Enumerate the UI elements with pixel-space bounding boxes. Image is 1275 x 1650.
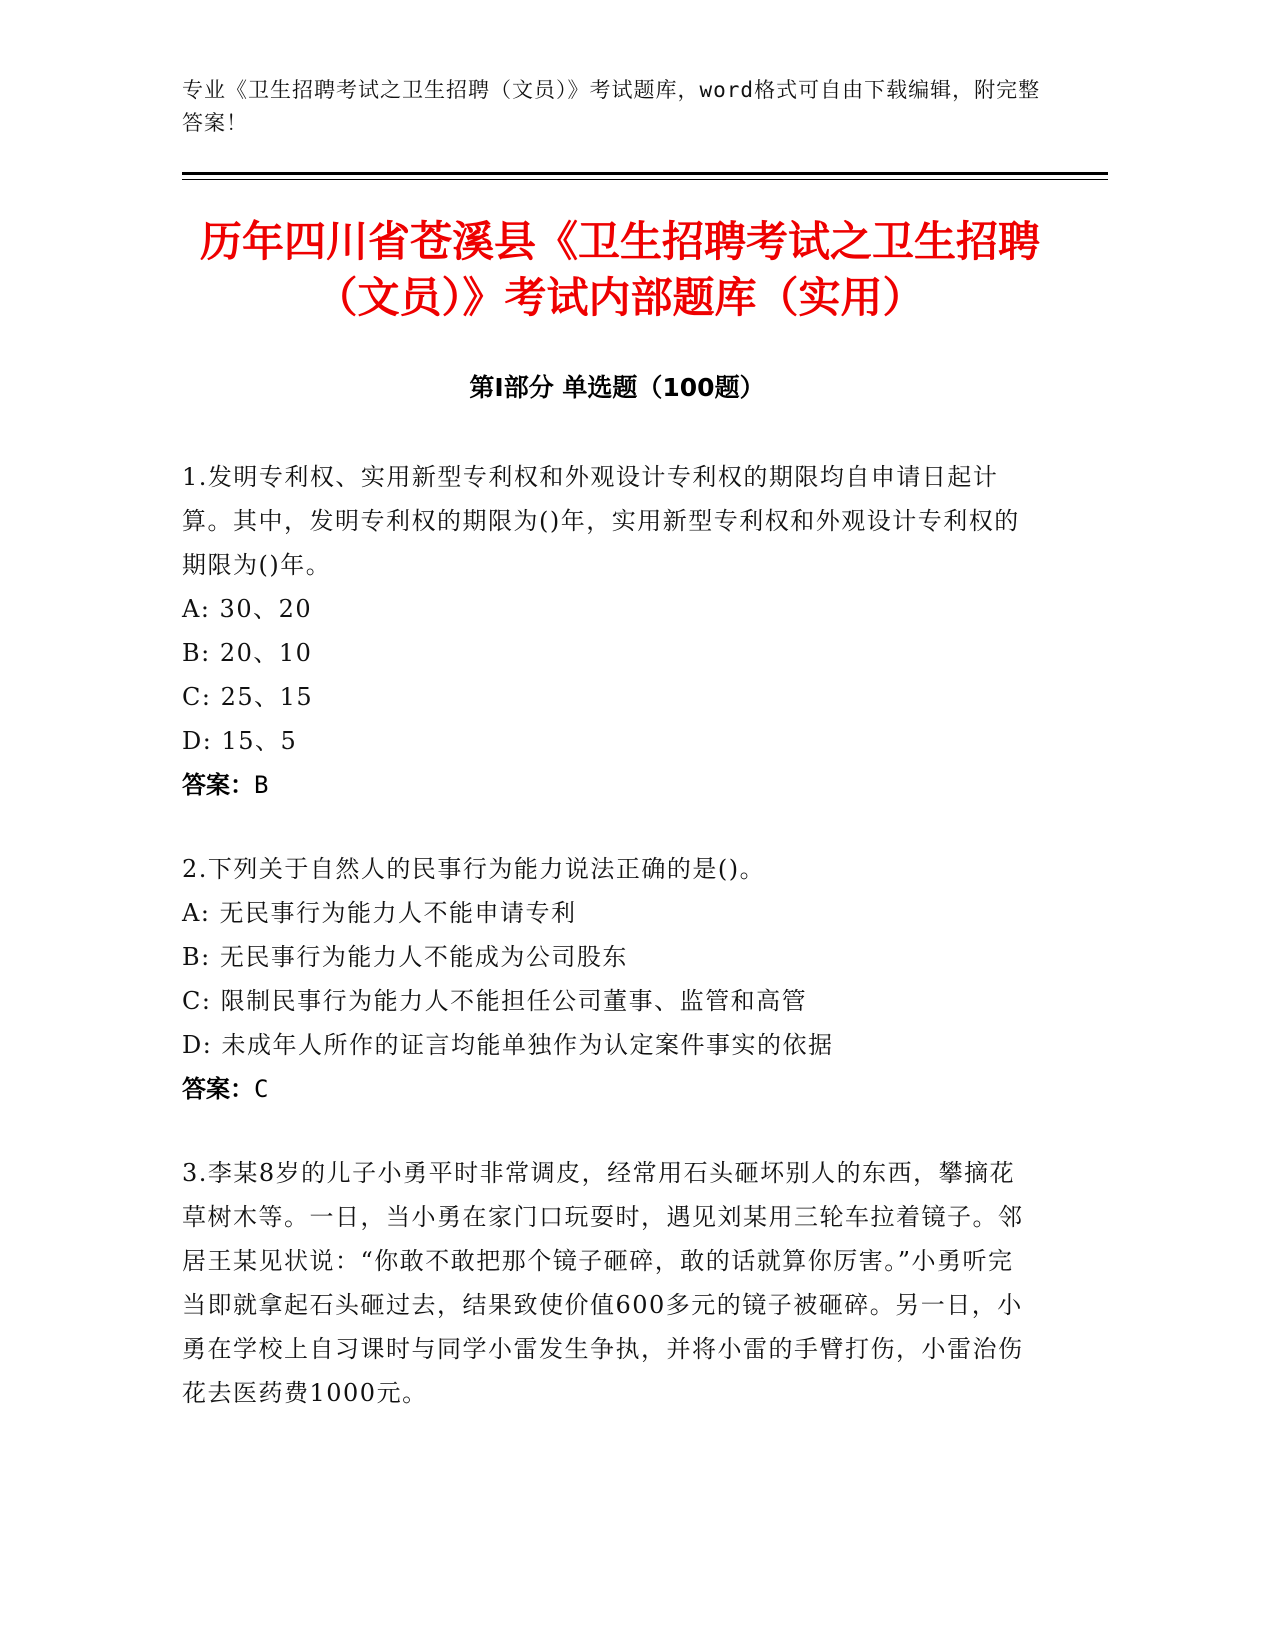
option-c: C: 限制民事行为能力人不能担任公司董事、监管和高管 [182,987,808,1015]
option-a: A: 30、20 [182,595,313,623]
answer-value: C [254,1075,269,1103]
answer-label: 答案： [182,771,254,799]
question-1 [182,455,1032,807]
answer-line [182,763,1032,807]
option-d: D: 未成年人所作的证言均能单独作为认定案件事实的依据 [182,1031,834,1059]
document-title: 历年四川省苍溪县《卫生招聘考试之卫生招聘（文员）》考试内部题库（实用） [199,217,1040,322]
header-note: 专业《卫生招聘考试之卫生招聘（文员）》考试题库，word格式可自由下载编辑，附完整答案！ [182,78,1041,135]
question-list [182,455,1032,1455]
question-2 [182,847,1032,1111]
option-d: D: 15、5 [182,727,298,755]
header-rule-thick [182,172,1108,175]
answer-value: B [254,771,269,799]
question-text: 1.发明专利权、实用新型专利权和外观设计专利权的期限均自申请日起计算。其中，发明专利权的期限为()年，实用新型专利权和外观设计专利权的期限为()年。 [182,463,1020,579]
question-text: 2.下列关于自然人的民事行为能力说法正确的是()。 [182,855,766,883]
answer-label: 答案： [182,1075,254,1103]
section-heading: 第Ⅰ部分 单选题（100题） [469,373,765,402]
option-b: B: 20、10 [182,639,313,667]
header-rule-thin [182,179,1108,180]
option-a: A: 无民事行为能力人不能申请专利 [182,899,577,927]
question-3 [182,1151,1032,1415]
option-b: B: 无民事行为能力人不能成为公司股东 [182,943,628,971]
question-text: 3.李某8岁的儿子小勇平时非常调皮，经常用石头砸坏别人的东西，攀摘花草树木等。一日，当小勇在家门口玩耍时，遇见刘某用三轮车拉着镜子。邻居王某见状说：“你敢不敢把那个镜子砸碎，敢的话就算你厉害。”小勇听完当即就拿起石头砸过去，结果致使价值600多元的镜子被砸碎。另一日，小勇在学校上自习课时与同学小雷发生争执，并将小雷的手臂打伤，小雷治伤花去医药费1000元。 [182,1159,1024,1407]
answer-line [182,1067,1032,1111]
option-c: C: 25、15 [182,683,314,711]
